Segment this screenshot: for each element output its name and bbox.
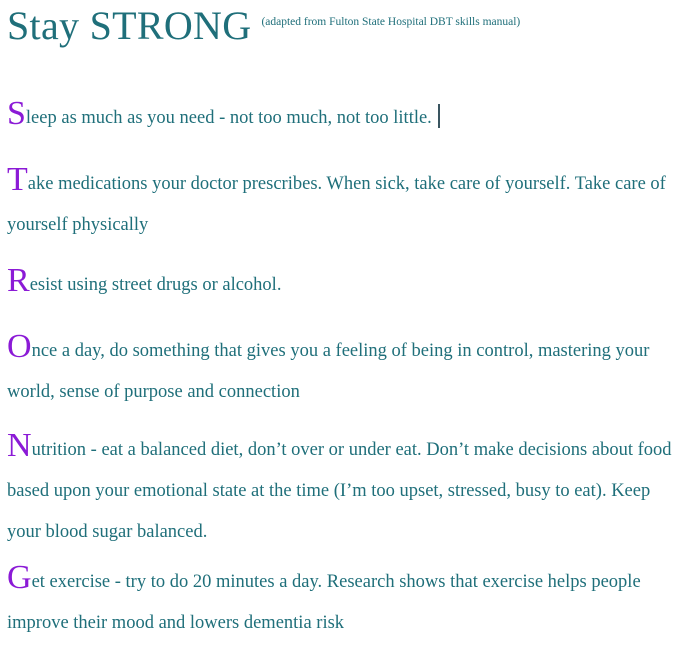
page-title: Stay STRONG — [7, 3, 252, 48]
item-text: et exercise - try to do 20 minutes a day. Research shows that exercise helps people improve their mood and lowers dementia risk — [7, 572, 641, 633]
list-item-sleep[interactable] — [7, 95, 683, 139]
list-item-once[interactable] — [7, 328, 683, 413]
drop-cap-letter: O — [7, 328, 32, 365]
item-text: nce a day, do something that gives you a feeling of being in control, mastering your world, sense of purpose and connection — [7, 341, 650, 402]
drop-cap-letter: S — [7, 95, 26, 132]
item-text: utrition - eat a balanced diet, don’t over or under eat. Don’t make decisions about food based upon your emotional state at the time (I’m too upset, stressed, busy to eat). Keep your blood sugar balanced. — [7, 440, 672, 542]
document-page — [7, 0, 683, 633]
drop-cap-letter: R — [7, 262, 30, 299]
item-text: leep as much as you need - not too much, not too little. — [25, 108, 432, 128]
title-row — [7, 2, 683, 50]
list-item-take[interactable] — [7, 161, 683, 246]
item-text: esist using street drugs or alcohol. — [29, 275, 282, 295]
list-item-get-exercise[interactable] — [7, 559, 683, 644]
drop-cap-letter: G — [7, 559, 32, 596]
drop-cap-letter: N — [7, 427, 32, 464]
text-cursor — [438, 104, 440, 128]
list-item-resist[interactable] — [7, 262, 683, 306]
page-subtitle: (adapted from Fulton State Hospital DBT skills manual) — [261, 16, 521, 28]
list-item-nutrition[interactable] — [7, 427, 683, 553]
drop-cap-letter: T — [7, 161, 28, 198]
item-text: ake medications your doctor prescribes. When sick, take care of yourself. Take care of yourself physically — [7, 174, 666, 235]
